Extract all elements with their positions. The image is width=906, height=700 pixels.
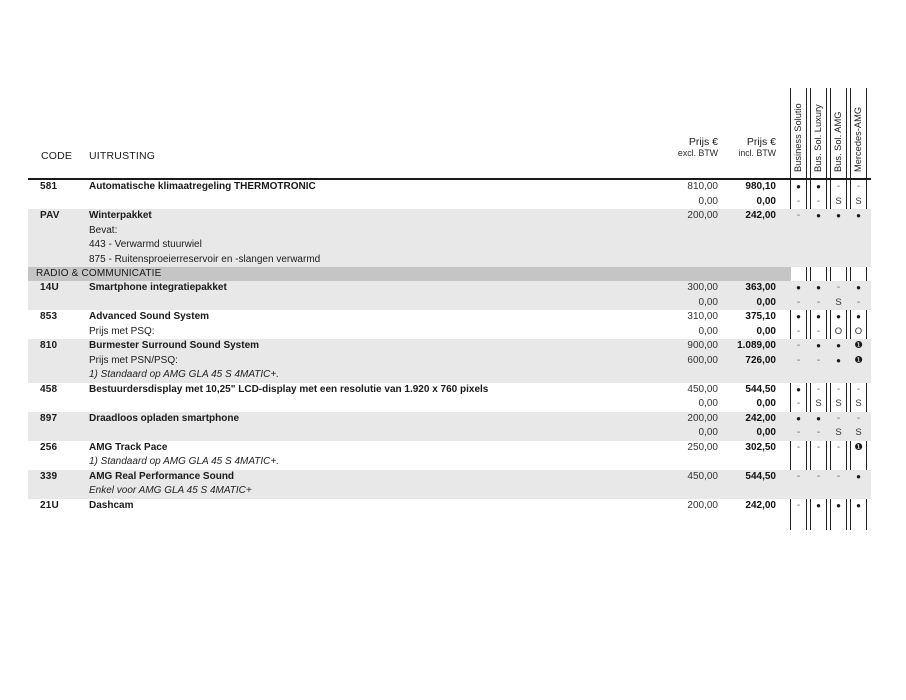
availability-mark-dash: - (796, 499, 801, 511)
price-excl-btw: 0,00 (698, 195, 718, 207)
table-row-line (28, 325, 871, 340)
availability-mark-dot: ● (816, 500, 821, 510)
availability-mark-dot: ● (816, 283, 821, 292)
availability-mark-S: S (855, 398, 862, 409)
price-incl-btw: 363,00 (745, 282, 776, 293)
availability-mark-dash: - (816, 296, 821, 308)
option-rows (28, 180, 871, 520)
availability-mark-dash: - (796, 340, 801, 351)
price-incl-btw: 726,00 (745, 354, 776, 366)
availability-mark-dot: ● (836, 500, 841, 510)
availability-mark-dot: ● (816, 211, 821, 220)
table-row (28, 209, 871, 267)
availability-mark-dot: ● (796, 283, 801, 292)
price-excl-btw: 450,00 (687, 383, 718, 395)
availability-mark-dash: - (816, 441, 821, 453)
availability-mark-dot: ● (816, 413, 821, 423)
table-row (28, 441, 871, 470)
option-code: 14U (40, 282, 59, 293)
option-code: 21U (40, 499, 59, 511)
option-note: 1) Standaard op AMG GLA 45 S 4MATIC+. (89, 456, 279, 467)
availability-mark-dash: - (836, 470, 841, 482)
availability-mark-dot: ● (836, 355, 841, 365)
table-row (28, 281, 871, 310)
availability-mark-dash: - (816, 325, 821, 337)
price-excl-btw: 0,00 (698, 427, 718, 438)
availability-mark-dot: ● (856, 471, 861, 481)
availability-mark-dot: ● (796, 413, 801, 423)
table-row-line (28, 383, 871, 398)
price-excl-header-title: Prijs € (688, 136, 718, 148)
availability-mark-dot: ● (796, 312, 801, 321)
table-row-line (28, 470, 871, 485)
option-description: Smartphone integratiepakket (89, 282, 227, 293)
availability-mark-S: S (835, 398, 842, 409)
price-excl-btw: 600,00 (687, 354, 718, 366)
availability-mark-dash: - (796, 441, 801, 453)
table-row-line (28, 412, 871, 427)
option-code: PAV (40, 210, 60, 221)
availability-mark-dash: - (816, 383, 821, 395)
availability-mark-dot: ● (836, 211, 841, 220)
package-column-label: Bus. Sol. Luxury (813, 104, 823, 172)
table-row (28, 499, 871, 520)
availability-mark-dot: ● (816, 312, 821, 321)
availability-mark-dot: ● (796, 384, 801, 394)
price-incl-btw: 544,50 (745, 470, 776, 482)
table-row-line (28, 368, 871, 383)
option-code: 458 (40, 383, 58, 395)
option-description: AMG Real Performance Sound (89, 470, 235, 482)
availability-mark-one: ❶ (854, 340, 863, 351)
availability-mark-one: ❶ (854, 354, 863, 366)
table-row-line (28, 209, 871, 224)
price-excl-btw: 200,00 (687, 210, 718, 221)
table-row-line (28, 224, 871, 239)
availability-mark-dot: ● (856, 211, 861, 220)
table-row-line (28, 426, 871, 441)
availability-mark-dot: ● (856, 500, 861, 510)
price-incl-btw: 242,00 (745, 412, 776, 424)
table-row (28, 470, 871, 499)
availability-mark-one: ❶ (854, 441, 863, 453)
table-row-line (28, 195, 871, 210)
option-code: 339 (40, 470, 58, 482)
option-note: 875 - Ruitensproeierreservoir en -slangen verwarmd (89, 253, 321, 265)
price-excl-header-sub: excl. BTW (677, 148, 718, 158)
table-row-line (28, 455, 871, 470)
option-description: Winterpakket (89, 210, 152, 221)
availability-mark-dash: - (796, 195, 801, 207)
availability-mark-dash: - (836, 441, 841, 453)
table-row-line (28, 180, 871, 195)
table-row (28, 310, 871, 339)
availability-mark-dot: ● (856, 312, 861, 321)
price-incl-btw: 375,10 (745, 311, 776, 322)
availability-mark-dash: - (796, 398, 801, 409)
package-column-label: Mercedes-AMG (853, 106, 863, 172)
table-row-line (28, 238, 871, 253)
price-incl-btw: 0,00 (756, 325, 776, 337)
price-excl-btw: 810,00 (687, 181, 718, 192)
table-row (28, 180, 871, 209)
price-incl-btw: 242,00 (745, 210, 776, 221)
availability-mark-dash: - (816, 354, 821, 366)
availability-mark-dash: - (796, 210, 801, 221)
option-description: Bestuurdersdisplay met 10,25" LCD-display met een resolutie van 1.920 x 760 pixels (89, 383, 489, 395)
table-row-line (28, 310, 871, 325)
availability-mark-dash: - (836, 181, 841, 192)
option-code: 810 (40, 340, 58, 351)
price-excl-btw: 310,00 (687, 311, 718, 322)
availability-mark-dot: ● (836, 341, 841, 350)
availability-mark-dash: - (796, 296, 801, 308)
price-incl-btw: 242,00 (745, 499, 776, 511)
availability-mark-S: S (855, 427, 862, 438)
price-incl-header (626, 136, 776, 159)
price-excl-btw: 450,00 (687, 470, 718, 482)
price-excl-btw: 300,00 (687, 282, 718, 293)
price-incl-header-title: Prijs € (746, 136, 776, 148)
option-note: Enkel voor AMG GLA 45 S 4MATIC+ (89, 485, 252, 496)
option-note: Prijs met PSQ: (89, 325, 155, 337)
price-incl-btw: 0,00 (756, 398, 776, 409)
price-incl-btw: 544,50 (745, 383, 776, 395)
availability-mark-dash: - (856, 181, 861, 192)
option-description: Advanced Sound System (89, 311, 210, 322)
option-code: 897 (40, 412, 58, 424)
availability-mark-dash: - (836, 282, 841, 293)
table-row (28, 383, 871, 412)
table-row-line (28, 397, 871, 412)
availability-mark-dot: ● (836, 312, 841, 321)
availability-mark-dash: - (816, 195, 821, 207)
availability-mark-dash: - (836, 412, 841, 424)
option-code: 581 (40, 181, 58, 192)
price-excl-btw: 0,00 (698, 398, 718, 409)
availability-mark-S: S (835, 296, 842, 308)
price-excl-btw: 200,00 (687, 499, 718, 511)
option-description: AMG Track Pace (89, 441, 168, 453)
availability-mark-dash: - (796, 427, 801, 438)
table-row (28, 339, 871, 383)
price-excl-btw: 200,00 (687, 412, 718, 424)
availability-mark-dash: - (836, 383, 841, 395)
option-description: Dashcam (89, 499, 134, 511)
availability-mark-dot: ● (816, 341, 821, 350)
availability-mark-dash: - (796, 470, 801, 482)
table-row-line (28, 253, 871, 268)
price-incl-header-sub: incl. BTW (738, 148, 776, 158)
option-code: 256 (40, 441, 58, 453)
option-note: Bevat: (89, 224, 118, 236)
availability-mark-dot: ● (856, 283, 861, 292)
price-excl-btw: 0,00 (698, 296, 718, 308)
availability-mark-S: S (815, 398, 822, 409)
availability-mark-dash: - (816, 470, 821, 482)
availability-mark-O: O (854, 325, 863, 337)
option-description: Automatische klimaatregeling THERMOTRONIC (89, 181, 316, 192)
table-row-line (28, 499, 871, 514)
option-note: 1) Standaard op AMG GLA 45 S 4MATIC+. (89, 369, 279, 380)
availability-mark-dash: - (856, 412, 861, 424)
availability-mark-dash: - (856, 296, 861, 308)
availability-mark-dash: - (856, 383, 861, 395)
availability-mark-O: O (834, 325, 843, 337)
table-row (28, 412, 871, 441)
price-excl-btw: 900,00 (687, 340, 718, 351)
table-row-line (28, 296, 871, 311)
availability-mark-dot: ● (796, 182, 801, 191)
option-note: Prijs met PSN/PSQ: (89, 354, 178, 366)
section-header (28, 267, 791, 281)
price-excl-btw: 0,00 (698, 325, 718, 337)
option-code: 853 (40, 311, 58, 322)
table-row-line (28, 281, 871, 296)
table-row-line (28, 339, 871, 354)
availability-mark-dash: - (796, 354, 801, 366)
table-row-line (28, 484, 871, 499)
price-incl-btw: 0,00 (756, 296, 776, 308)
table-row-line (28, 354, 871, 369)
option-note: 443 - Verwarmd stuurwiel (89, 239, 202, 250)
price-incl-btw: 1.089,00 (737, 340, 776, 351)
availability-mark-dot: ● (816, 182, 821, 191)
code-column-header: CODE (41, 150, 73, 162)
section-header-label: RADIO & COMMUNICATIE (36, 268, 162, 279)
price-incl-btw: 302,50 (745, 441, 776, 453)
price-incl-btw: 0,00 (756, 195, 776, 207)
package-column-label: Bus. Sol. AMG (833, 111, 843, 172)
uitrusting-column-header: UITRUSTING (89, 150, 156, 162)
availability-mark-S: S (835, 427, 842, 438)
price-excl-btw: 250,00 (687, 441, 718, 453)
availability-mark-dash: - (816, 427, 821, 438)
price-incl-btw: 0,00 (756, 427, 776, 438)
option-description: Draadloos opladen smartphone (89, 412, 240, 424)
availability-mark-S: S (835, 195, 842, 207)
table-row-line (28, 441, 871, 456)
availability-mark-S: S (855, 195, 862, 207)
option-description: Burmester Surround Sound System (89, 340, 260, 351)
availability-mark-dash: - (796, 325, 801, 337)
price-incl-btw: 980,10 (745, 181, 776, 192)
package-column-label: Business Solutio (793, 103, 803, 172)
